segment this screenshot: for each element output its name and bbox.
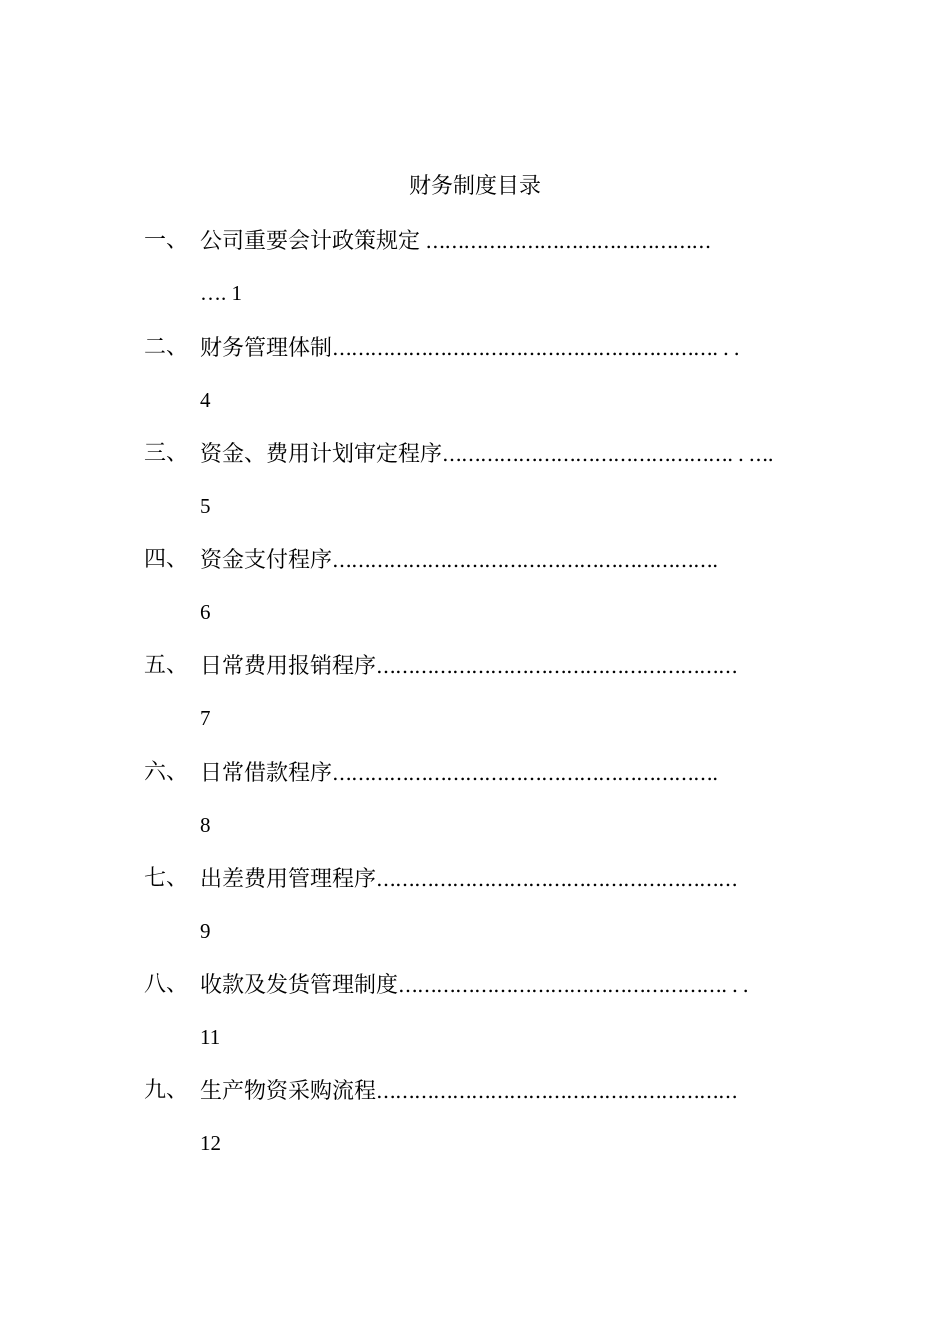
toc-page-number: 4 [200,388,211,412]
toc-page-number: 7 [200,706,211,730]
toc-entry-label: 资金支付程序 [200,548,333,573]
toc-entry-number: 三、 [144,441,189,466]
toc-entry [0,545,950,625]
toc-dot-leader: ……………………………………………………. [332,548,718,572]
toc-dot-leader: ……………………………………………………. [332,761,718,785]
toc-entry-label: 生产物资采购流程 [200,1079,377,1104]
toc-entry [0,864,950,944]
toc-entry [0,651,950,731]
toc-entry-number: 六、 [144,760,189,785]
toc-entry-label: 财务管理体制 [200,336,333,361]
toc-page-number: 8 [200,813,211,837]
toc-dot-leader: ……………………………………………………. . . [332,336,739,360]
toc-dot-leader: ……………………………………… [420,229,711,253]
toc-entry [0,439,950,519]
toc-entry-number: 九、 [144,1078,189,1103]
toc-dot-leader: ……………………………………………. . . [398,973,748,997]
toc-entry-label: 日常借款程序 [200,761,333,786]
toc-page-number: …. 1 [200,281,242,305]
toc-dot-leader: ………………………………………. . …. [442,442,773,466]
toc-entry-label: 收款及发货管理制度 [200,973,399,998]
toc-page-number: 6 [200,600,211,624]
page-title: 财务制度目录 [408,174,541,199]
toc-page-number: 12 [200,1131,221,1155]
toc-entry [0,970,950,1050]
toc-entry-label: 出差费用管理程序 [200,867,377,892]
toc-entry-label: 公司重要会计政策规定 [200,229,421,254]
toc-entry [0,758,950,838]
toc-entry-number: 一、 [144,228,189,253]
toc-entry-number: 二、 [144,335,189,360]
toc-entry [0,1076,950,1156]
toc-dot-leader: ………………………………………………… [376,654,738,678]
toc-page-number: 5 [200,494,211,518]
toc-dot-leader: ………………………………………………… [376,1079,738,1103]
toc-entry-number: 四、 [144,547,189,572]
toc-entry-number: 七、 [144,866,189,891]
toc-entry-number: 八、 [144,972,189,997]
toc-page-number: 9 [200,919,211,943]
toc-entry-label: 日常费用报销程序 [200,654,377,679]
toc-page-number: 11 [200,1025,221,1049]
toc-entry [0,226,950,306]
toc-entry [0,333,950,413]
toc-dot-leader: ………………………………………………… [376,867,738,891]
toc-entry-number: 五、 [144,653,189,678]
toc-entry-label: 资金、费用计划审定程序 [200,442,443,467]
